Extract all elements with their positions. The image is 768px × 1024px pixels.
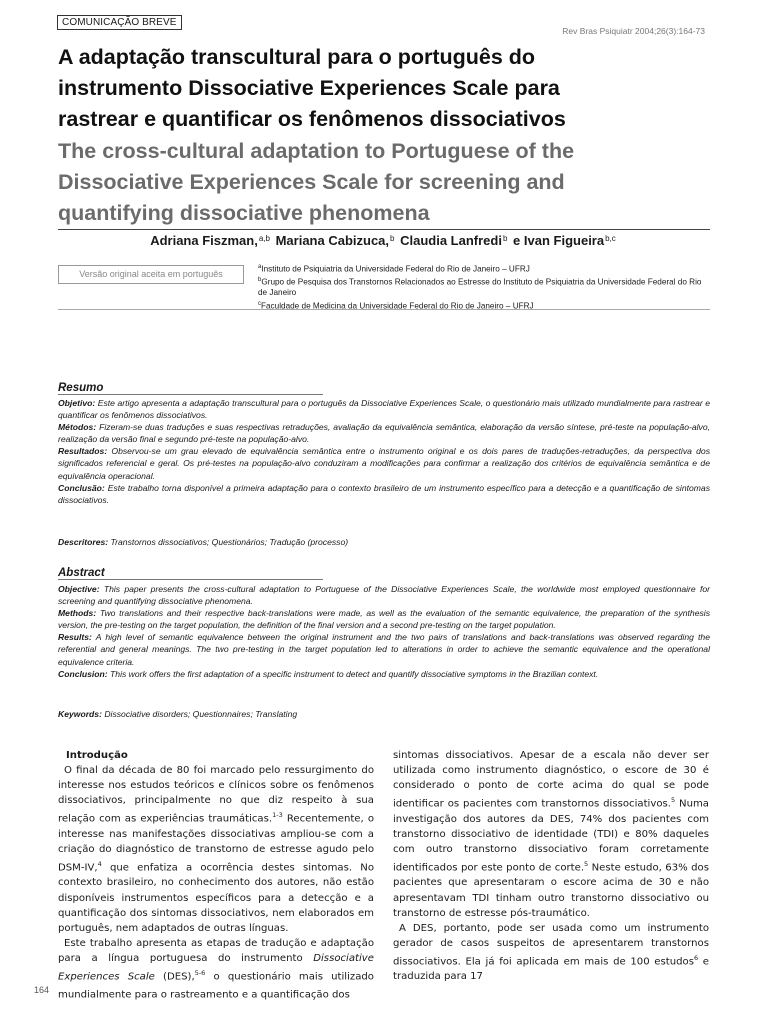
- introduction-heading: Introdução: [66, 750, 128, 761]
- author-affiliation-mark: b: [502, 234, 508, 243]
- resumo-methods: [58, 421, 710, 445]
- abstract-results: [58, 631, 710, 667]
- resumo-label: Resultados:: [58, 446, 108, 457]
- body-text: que enfatiza a ocorrência destes sintomas. No contexto brasileiro, no conhecimento dos autores, não estão disponíveis instrumentos específicos para a detecção e a quantificação dos sintomas dissociativos, nem elaborados em português, nem adaptados de outras línguas.: [58, 862, 374, 934]
- citation: 1-3: [272, 811, 283, 820]
- body-column-left: [58, 748, 374, 1003]
- resumo-results: [58, 445, 710, 481]
- body-paragraph: [58, 763, 374, 936]
- abstract-label: Methods:: [58, 608, 97, 619]
- abstract-rule: [58, 579, 323, 580]
- resumo-text: Este trabalho torna disponível a primeira adaptação para o contexto brasileiro de um instrumento específico para a detecção e a quantificação de sintomas dissociativos.: [58, 482, 710, 505]
- affiliation-text: Instituto de Psiquiatria da Universidade Federal do Rio de Janeiro – UFRJ: [261, 264, 530, 274]
- affiliations: [258, 262, 710, 312]
- pt-title-line: rastrear e quantificar os fenômenos dissociativos: [58, 107, 566, 131]
- abstract-label: Conclusion:: [58, 668, 108, 679]
- resumo-text: Este artigo apresenta a adaptação transcultural para o português da Dissociative Experiences Scale, o questionário mais utilizado mundialmente para rastrear e quantificar os fenômenos dissociativos.: [58, 398, 710, 421]
- body-text: Recentemente, o interesse nas manifestações dissociativas ampliou-se com a criação do diagnóstico de transtorno de estresse agudo pelo DSM-IV,: [58, 813, 374, 874]
- body-paragraph: [58, 936, 374, 1003]
- body-column-right: [393, 748, 709, 984]
- resumo-objective: [58, 397, 710, 421]
- instrument-name: Dissociative Experiences Scale: [58, 952, 374, 983]
- original-version-note: Versão original aceita em português: [58, 265, 244, 284]
- section-tag: COMUNICAÇÃO BREVE: [57, 15, 182, 30]
- citation: 5: [584, 860, 589, 869]
- body-text: o questionário mais utilizado mundialmente para o rastreamento e a quantificação dos: [58, 971, 374, 1001]
- descritores: [58, 537, 348, 547]
- en-title-line: The cross-cultural adaptation to Portuguese of the: [58, 139, 575, 163]
- author-affiliation-mark: b: [390, 234, 395, 243]
- affiliation-mark: a: [258, 264, 262, 270]
- abstract-heading: Abstract: [58, 567, 105, 579]
- affiliation-mark: c: [258, 300, 261, 307]
- page-number: 164: [34, 985, 50, 995]
- abstract-label: Results:: [58, 632, 92, 643]
- body-text: Este trabalho apresenta as etapas de tradução e adaptação para a língua portuguesa do instrumento: [58, 937, 374, 964]
- resumo-text: Fizeram-se duas traduções e suas respectivas retraduções, avaliação da equivalência semântica, elaboração da versão síntese, pré-teste na população-alvo, realização da versão final e segundo pré-teste na população-alvo.: [58, 422, 710, 445]
- header-divider: [58, 309, 710, 310]
- journal-reference: Rev Bras Psiquiatr 2004;26(3):164-73: [562, 26, 705, 36]
- abstract-body: [58, 583, 710, 680]
- body-text: Neste estudo, 63% dos pacientes que apresentaram o escore acima de 30 e não apresentavam TDI tinham outro transtorno dissociativo ou transtorno de estresse pós-traumático.: [393, 862, 709, 919]
- keywords-text: Dissociative disorders; Questionnaires; Translating: [101, 709, 298, 719]
- affiliation-text: Grupo de Pesquisa dos Transtornos Relacionados ao Estresse do Instituto de Psiquiatria da Universidade Federal do Rio de Janeiro: [258, 277, 702, 298]
- body-paragraph: [393, 921, 709, 985]
- body-text: Numa investigação dos autores da DES, 74% dos pacientes com transtorno dissociativo de identidade (TDI) e 80% daqueles com outro transtorno dissociativo foram corretamente identificados por este ponto de corte.: [393, 798, 709, 874]
- keywords-label: Keywords:: [58, 709, 102, 719]
- en-title-line: quantifying dissociative phenomena: [58, 201, 430, 225]
- author-name: Adriana Fiszman,: [150, 233, 258, 248]
- descritores-text: Transtornos dissociativos; Questionários; Tradução (processo): [108, 537, 349, 547]
- title-divider: [58, 229, 710, 230]
- abstract-text: This paper presents the cross-cultural adaptation to Portuguese of the Dissociative Experiences Scale, the worldwide most employed questionnaire for screening and quantifying dissociative phenomena.: [58, 584, 710, 607]
- resumo-label: Objetivo:: [58, 398, 96, 408]
- portuguese-title: [58, 42, 710, 135]
- abstract-text: This work offers the first adaptation of a specific instrument to detect and quantify dissociative symptoms in the Brazilian context.: [107, 668, 599, 679]
- english-title: [58, 136, 710, 229]
- resumo-body: [58, 397, 710, 506]
- body-text: O final da década de 80 foi marcado pelo ressurgimento do interesse nos estudos teóricos e clínicos sobre os fenômenos dissociativos, principalmente no que diz respeito à sua relação com as experiências traumáticas.: [58, 765, 374, 825]
- affiliation-text: Faculdade de Medicina da Universidade Federal do Rio de Janeiro – UFRJ: [261, 301, 534, 311]
- body-paragraph: [393, 748, 709, 921]
- author-name: Mariana Cabizuca,: [275, 233, 390, 248]
- resumo-rule: [58, 394, 323, 395]
- author-name: Ivan Figueira: [523, 233, 605, 248]
- body-text: e traduzida para 17: [393, 956, 709, 983]
- abstract-conclusion: [58, 668, 710, 680]
- affiliation-item: [258, 262, 710, 275]
- abstract-text: A high level of semantic equivalence between the original instrument and the two pairs of translations and back-translations was observed regarding the referential and general meanings. The two pre-testing in the target population led to alterations in order to achieve the semantic equivalence and the operational equivalence criteria.: [58, 632, 710, 667]
- author-list: [58, 233, 710, 248]
- body-text: A DES, portanto, pode ser usada como um instrumento gerador de casos suspeitos de apresentarem transtornos dissociativos. Ela já foi aplicada em mais de 100 estudos: [393, 922, 709, 968]
- author-affiliation-mark: a,b: [258, 234, 270, 243]
- descritores-label: Descritores:: [58, 537, 109, 547]
- affiliation-item: [258, 275, 710, 299]
- keywords: [58, 709, 297, 719]
- affiliation-mark: b: [258, 277, 262, 284]
- body-text: (DES),: [154, 971, 195, 983]
- author-affiliation-mark: b,c: [605, 234, 616, 243]
- resumo-label: Conclusão:: [58, 482, 105, 493]
- resumo-heading: Resumo: [58, 382, 104, 394]
- abstract-methods: [58, 607, 710, 631]
- affiliation-item: [258, 299, 710, 312]
- pt-title-line: A adaptação transcultural para o português do: [58, 45, 536, 69]
- citation: 5-6: [194, 969, 206, 978]
- resumo-conclusion: [58, 482, 710, 506]
- resumo-label: Métodos:: [58, 422, 97, 433]
- en-title-line: Dissociative Experiences Scale for screening and: [58, 170, 565, 194]
- citation: 5: [670, 796, 676, 805]
- pt-title-line: instrumento Dissociative Experiences Scale para: [58, 76, 560, 100]
- body-text: sintomas dissociativos. Apesar de a escala não dever ser utilizada como instrumento diagnóstico, o escore de 30 é considerado o ponto de corte acima do qual se pode identificar os pacientes com transtornos dissociativos.: [393, 750, 709, 810]
- author-name: Claudia Lanfredi: [400, 233, 502, 248]
- abstract-objective: [58, 583, 710, 607]
- citation: 6: [693, 953, 699, 962]
- author-conjunction: e: [513, 233, 521, 248]
- citation: 4: [97, 860, 102, 869]
- resumo-text: Observou-se um grau elevado de equivalência semântica entre o instrumento original e os dois pares de traduções-retraduções, da perspectiva dos significados referencial e geral. Os pré-testes na população-alvo conduziram a modificações para confirmar a realização dos critérios de equivalência semântica e de equivalência operacional.: [58, 446, 710, 481]
- abstract-text: Two translations and their respective back-translations were made, as well as the evaluation of the semantic equivalence, the preparation of the synthesis version, the pre-testing on the target population, the definition of the final version and a second pre-testing on the target population.: [58, 608, 710, 631]
- abstract-label: Objective:: [58, 584, 100, 594]
